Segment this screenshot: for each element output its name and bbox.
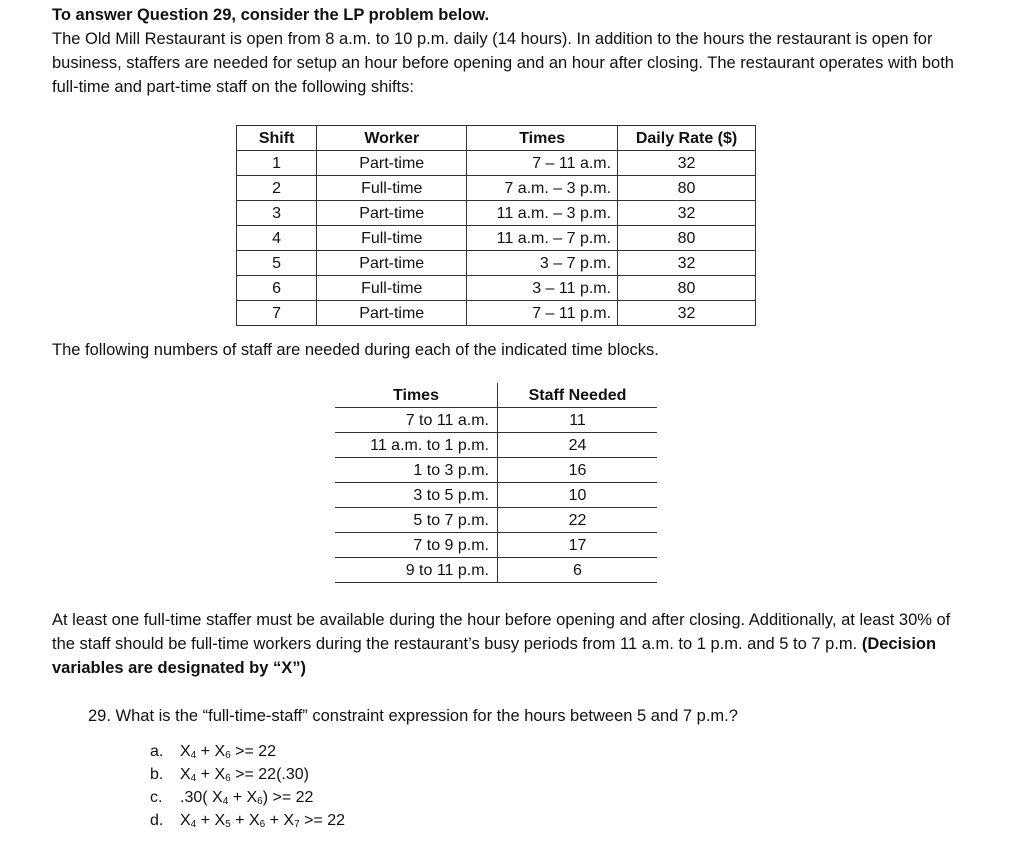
- staff-times-cell: 1 to 3 p.m.: [335, 458, 498, 483]
- rate-cell: 32: [618, 301, 756, 326]
- staff-needed-cell: 24: [498, 433, 658, 458]
- worker-cell: Part-time: [317, 301, 467, 326]
- table-row: [237, 276, 756, 301]
- staff-needed-cell: 22: [498, 508, 658, 533]
- shift-cell: 3: [237, 201, 317, 226]
- table-row: [237, 301, 756, 326]
- table-row: [335, 433, 657, 458]
- staff-times-cell: 7 to 9 p.m.: [335, 533, 498, 558]
- daily-rate-header: Daily Rate ($): [618, 126, 756, 151]
- shift-cell: 1: [237, 151, 317, 176]
- rate-cell: 32: [618, 151, 756, 176]
- times-cell: 7 a.m. – 3 p.m.: [467, 176, 618, 201]
- worker-cell: Part-time: [317, 201, 467, 226]
- answer-text: $X_4 + X_5 + X_6 + X_7 >= 22$: [180, 812, 346, 830]
- answer-option-b: [150, 763, 345, 786]
- staff-intro-text: The following numbers of staff are needed during each of the indicated time blocks.: [52, 341, 659, 359]
- constraints-paragraph: [52, 608, 972, 680]
- table-row: [237, 226, 756, 251]
- table-row: [335, 483, 657, 508]
- staff-times-header: Times: [335, 383, 498, 408]
- shift-cell: 2: [237, 176, 317, 201]
- worker-cell: Part-time: [317, 251, 467, 276]
- answer-option-a: [150, 740, 345, 763]
- table-row: [335, 458, 657, 483]
- rate-cell: 32: [618, 251, 756, 276]
- answer-text: $X_4 + X_6 >= 22(.30)$: [180, 766, 309, 784]
- times-cell: 7 – 11 p.m.: [467, 301, 618, 326]
- times-cell: 11 a.m. – 3 p.m.: [467, 201, 618, 226]
- answer-letter: d.: [150, 812, 164, 829]
- staff-times-cell: 3 to 5 p.m.: [335, 483, 498, 508]
- staff-needed-cell: 11: [498, 408, 658, 433]
- worker-cell: Part-time: [317, 151, 467, 176]
- shift-cell: 4: [237, 226, 317, 251]
- shift-cell: 5: [237, 251, 317, 276]
- times-cell: 11 a.m. – 7 p.m.: [467, 226, 618, 251]
- answer-text: $X_4 + X_6 >= 22$: [180, 743, 277, 761]
- rate-cell: 80: [618, 276, 756, 301]
- answer-option-c: [150, 786, 345, 809]
- answer-option-d: [150, 809, 345, 832]
- table-row: [237, 251, 756, 276]
- staff-needed-table: [335, 383, 657, 583]
- shift-cell: 6: [237, 276, 317, 301]
- table-row: [237, 201, 756, 226]
- table-row: [237, 151, 756, 176]
- answer-letter: b.: [150, 766, 164, 783]
- staff-times-cell: 7 to 11 a.m.: [335, 408, 498, 433]
- worker-cell: Full-time: [317, 226, 467, 251]
- worker-cell: Full-time: [317, 176, 467, 201]
- staff-table-header-row: [335, 383, 657, 408]
- worker-cell: Full-time: [317, 276, 467, 301]
- intro-section: [52, 3, 972, 99]
- shift-table-header-row: [237, 126, 756, 151]
- answer-options: [150, 740, 345, 832]
- shift-table: [236, 125, 756, 326]
- shift-cell: 7: [237, 301, 317, 326]
- rate-cell: 32: [618, 201, 756, 226]
- answer-text: .30( $X_4 + X_6) >= 22$: [180, 789, 314, 807]
- staff-needed-cell: 6: [498, 558, 658, 583]
- staff-needed-cell: 10: [498, 483, 658, 508]
- times-header: Times: [467, 126, 618, 151]
- answer-letter: c.: [150, 789, 163, 806]
- staff-needed-cell: 17: [498, 533, 658, 558]
- staff-times-cell: 5 to 7 p.m.: [335, 508, 498, 533]
- rate-cell: 80: [618, 176, 756, 201]
- times-cell: 3 – 11 p.m.: [467, 276, 618, 301]
- rate-cell: 80: [618, 226, 756, 251]
- intro-heading: To answer Question 29, consider the LP problem below.: [52, 6, 490, 24]
- intro-paragraph: The Old Mill Restaurant is open from 8 a.m. to 10 p.m. daily (14 hours). In addition to the hours the restaurant is open for business, staffers are needed for setup an hour before opening and an hour after closing. The restaurant operates with both full-time and part-time staff on the following shifts:: [52, 30, 954, 96]
- staff-needed-cell: 16: [498, 458, 658, 483]
- decision-variables-note: (Decision variables are designated by “X”): [52, 635, 937, 677]
- staff-times-cell: 9 to 11 p.m.: [335, 558, 498, 583]
- staff-needed-header: Staff Needed: [498, 383, 658, 408]
- table-row: [335, 508, 657, 533]
- shift-header: Shift: [237, 126, 317, 151]
- table-row: [335, 558, 657, 583]
- worker-header: Worker: [317, 126, 467, 151]
- question-29: 29. What is the “full-time-staff” constraint expression for the hours between 5 and 7 p.m.?: [88, 707, 738, 725]
- times-cell: 7 – 11 a.m.: [467, 151, 618, 176]
- times-cell: 3 – 7 p.m.: [467, 251, 618, 276]
- answer-letter: a.: [150, 743, 164, 760]
- table-row: [237, 176, 756, 201]
- table-row: [335, 408, 657, 433]
- table-row: [335, 533, 657, 558]
- constraints-text: At least one full-time staffer must be available during the hour before opening and after closing. Additionally, at least 30% of the staff should be full-time workers during the restaurant’s busy periods from 11 a.m. to 1 p.m. and 5 to 7 p.m.: [52, 611, 951, 653]
- staff-times-cell: 11 a.m. to 1 p.m.: [335, 433, 498, 458]
